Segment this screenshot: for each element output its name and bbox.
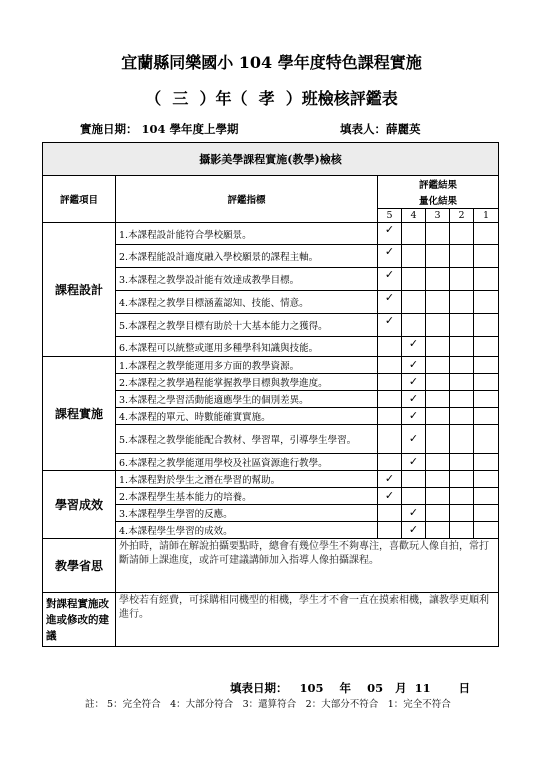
score-cell-2 [450,374,474,391]
score-cell-3 [426,223,450,245]
check-mark-icon: ✓ [378,471,402,488]
fill-month-unit: 月 [395,681,407,695]
fill-day-unit: 日 [458,681,471,695]
fill-year: 105 [299,681,324,695]
score-cell-4 [402,314,426,337]
form-subtitle: （ 三 ）年（ 孝 ）班檢核評鑑表 [145,89,398,108]
fill-date [230,680,470,696]
score-cell-4 [402,488,426,505]
reflection-label: 教學省思 [43,539,116,593]
score-cell-3 [426,408,450,425]
fill-date-label: 填表日期： [230,681,288,695]
col-quant-header: 量化結果 [378,192,499,209]
check-mark-icon: ✓ [378,314,402,337]
score-cell-5 [378,505,402,522]
indicator-text: 1.本課程對於學生之潛在學習的幫助。 [116,471,378,488]
score-cell-3 [426,268,450,291]
indicator-text: 3.本課程之學習活動能適應學生的個別差異。 [116,391,378,408]
score-header-2: 2 [450,209,474,223]
score-header-4: 4 [402,209,426,223]
indicator-text: 2.本課程學生基本能力的培養。 [116,488,378,505]
score-cell-2 [450,522,474,539]
indicator-text: 3.本課程之教學設計能有效達成教學目標。 [116,268,378,291]
col-item-header: 評鑑項目 [43,176,116,223]
check-mark-icon: ✓ [402,522,426,539]
score-cell-5 [378,425,402,454]
score-cell-4 [402,223,426,245]
score-cell-5 [378,454,402,471]
indicator-text: 2.本課程之教學過程能掌握教學目標與教學進度。 [116,374,378,391]
check-mark-icon: ✓ [378,268,402,291]
score-cell-1 [474,408,499,425]
score-cell-2 [450,268,474,291]
check-mark-icon: ✓ [402,374,426,391]
score-cell-3 [426,522,450,539]
score-cell-1 [474,488,499,505]
col-result-header: 評鑑結果 [378,176,499,193]
score-cell-4 [402,291,426,314]
score-cell-2 [450,408,474,425]
check-mark-icon: ✓ [402,357,426,374]
score-cell-2 [450,245,474,268]
score-cell-2 [450,357,474,374]
score-cell-3 [426,391,450,408]
table-row [43,471,499,488]
score-cell-5 [378,374,402,391]
date-label: 實施日期： [80,122,138,136]
reflection-text: 外拍時，請師在解說拍攝要點時，總會有幾位學生不夠專注，喜歡玩人像自拍，常打斷請師上課進度，或許可建議講師加入指導人像拍攝課程。 [116,539,499,593]
score-cell-3 [426,471,450,488]
score-cell-1 [474,374,499,391]
indicator-text: 6.本課程之教學能運用學校及社區資源進行教學。 [116,454,378,471]
score-cell-3 [426,425,450,454]
score-cell-2 [450,391,474,408]
score-cell-1 [474,357,499,374]
indicator-text: 5.本課程之教學目標有助於十大基本能力之獲得。 [116,314,378,337]
score-cell-1 [474,454,499,471]
score-cell-3 [426,245,450,268]
revision-text: 學校若有經費，可採購相同機型的相機，學生才不會一直在摸索相機，讓教學更順利進行。 [116,593,499,647]
table-row [43,223,499,245]
score-header-1: 1 [474,209,499,223]
indicator-text: 1.本課程之教學能運用多方面的教學資源。 [116,357,378,374]
check-mark-icon: ✓ [402,425,426,454]
score-cell-2 [450,471,474,488]
score-legend: 註： 5：完全符合 4：大部分符合 3：還算符合 2：大部分不符合 1：完全不符合 [85,699,451,710]
check-mark-icon: ✓ [402,391,426,408]
filler-value: 薛麗英 [386,122,421,136]
check-mark-icon: ✓ [378,291,402,314]
fill-month: 05 [367,681,384,695]
table-row [43,357,499,374]
score-cell-3 [426,291,450,314]
check-mark-icon: ✓ [402,337,426,357]
score-cell-1 [474,245,499,268]
indicator-text: 4.本課程之教學目標涵蓋認知、技能、情意。 [116,291,378,314]
implementation-date [80,121,239,137]
section-name: 課程設計 [43,223,116,357]
fill-year-unit: 年 [339,681,352,695]
score-cell-5 [378,408,402,425]
reflection-row [43,539,499,593]
revision-row [43,593,499,647]
indicator-text: 5.本課程之教學能能配合教材、學習單，引導學生學習。 [116,425,378,454]
revision-label: 對課程實施改進或修改的建議 [43,593,116,647]
score-cell-1 [474,337,499,357]
score-cell-5 [378,522,402,539]
score-cell-4 [402,245,426,268]
indicator-text: 6.本課程可以統整或運用多種學科知識與技能。 [116,337,378,357]
score-cell-5 [378,391,402,408]
header-row [43,176,499,193]
col-indicator-header: 評鑑指標 [116,176,378,223]
check-mark-icon: ✓ [378,488,402,505]
score-cell-1 [474,471,499,488]
score-cell-3 [426,454,450,471]
evaluation-table [42,142,499,647]
score-cell-4 [402,268,426,291]
score-cell-1 [474,291,499,314]
score-cell-3 [426,314,450,337]
score-cell-2 [450,505,474,522]
score-cell-1 [474,425,499,454]
score-cell-1 [474,505,499,522]
indicator-text: 2.本課程能設計適度融入學校願景的課程主軸。 [116,245,378,268]
score-cell-2 [450,291,474,314]
check-mark-icon: ✓ [402,454,426,471]
score-cell-1 [474,314,499,337]
score-header-3: 3 [426,209,450,223]
score-header-5: 5 [378,209,402,223]
score-cell-5 [378,357,402,374]
score-cell-2 [450,425,474,454]
section-name: 課程實施 [43,357,116,471]
section-name: 學習成效 [43,471,116,539]
score-cell-5 [378,337,402,357]
score-cell-2 [450,454,474,471]
filler-label: 填表人： [340,122,386,136]
score-cell-1 [474,223,499,245]
indicator-text: 4.本課程的單元、時數能確實實施。 [116,408,378,425]
score-cell-1 [474,268,499,291]
indicator-text: 1.本課程設計能符合學校願景。 [116,223,378,245]
score-cell-2 [450,314,474,337]
check-mark-icon: ✓ [378,245,402,268]
score-cell-2 [450,337,474,357]
form-title: 宜蘭縣同樂國小 104 學年度特色課程實施 [121,53,422,72]
score-cell-3 [426,337,450,357]
score-cell-1 [474,391,499,408]
filler [340,121,421,137]
fill-day: 11 [414,681,431,695]
check-mark-icon: ✓ [378,223,402,245]
score-cell-2 [450,488,474,505]
score-cell-1 [474,522,499,539]
indicator-text: 4.本課程學生學習的成效。 [116,522,378,539]
check-mark-icon: ✓ [402,408,426,425]
score-cell-3 [426,357,450,374]
table-title-row [43,143,499,176]
score-cell-3 [426,505,450,522]
score-cell-3 [426,374,450,391]
table-title: 攝影美學課程實施(教學)檢核 [43,143,499,176]
score-cell-4 [402,471,426,488]
indicator-text: 3.本課程學生學習的反應。 [116,505,378,522]
score-cell-3 [426,488,450,505]
check-mark-icon: ✓ [402,505,426,522]
score-cell-2 [450,223,474,245]
date-value: 104 學年度上學期 [141,122,239,136]
